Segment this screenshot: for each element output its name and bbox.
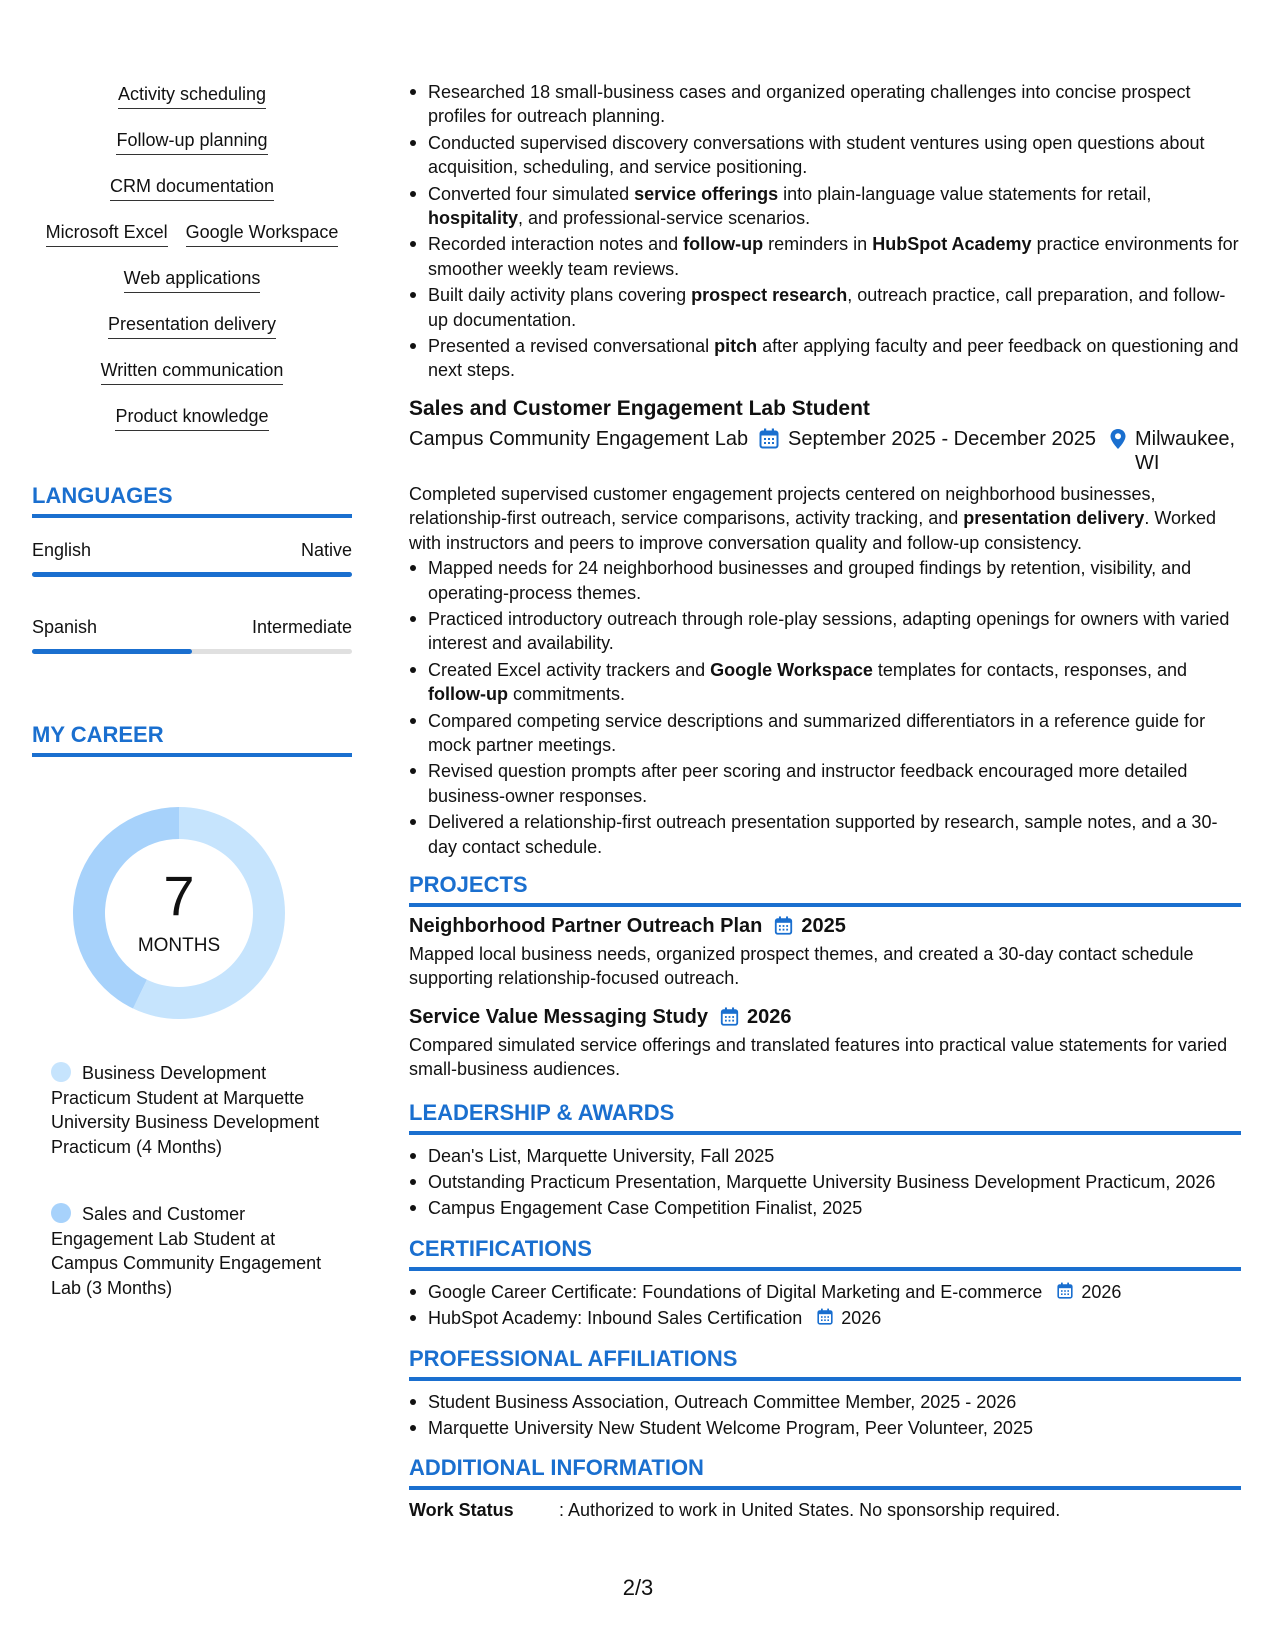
job-summary: Completed supervised customer engagement projects centered on neighborhood businesses, relationship-first outreach, service comparisons, activity tracking, and presentation delivery. Worked with instructors and peers to improve conversation quality and follow-up consistency.	[409, 483, 1217, 553]
certification-name: HubSpot Academy: Inbound Sales Certification	[428, 1308, 803, 1329]
skill-tag: Microsoft Excel	[46, 220, 168, 247]
work-status-row	[409, 1498, 1241, 1522]
legend-label: Business Development Practicum Student at Marquette University Business Development Practicum (4 Months)	[51, 1063, 320, 1157]
bullet-item: Conducted supervised discovery conversations with student ventures using open questions about acquisition, scheduling, and service positioning.	[409, 131, 1241, 180]
language-level: Intermediate	[251, 617, 352, 637]
certification-year: 2026	[841, 1308, 882, 1329]
career-total-months: 7	[163, 864, 195, 927]
bullet-item: Compared competing service descriptions and summarized differentiators in a reference guide for mock partner meetings.	[409, 709, 1241, 758]
project-description: Compared simulated service offerings and translated features into practical value statements for varied small-business audiences.	[409, 1034, 1228, 1080]
bullet-item: Converted four simulated service offerings into plain-language value statements for retail, hospitality, and professional-service scenarios.	[409, 182, 1241, 231]
language-item	[32, 615, 352, 654]
skills-list	[32, 82, 352, 450]
project-year: 2026	[747, 1005, 792, 1028]
certification-item	[409, 1280, 1241, 1304]
previous-job-bullets	[409, 80, 1241, 383]
job-location	[1109, 427, 1241, 475]
calendar-icon	[1057, 1282, 1073, 1300]
work-status-label: Work Status	[409, 1500, 514, 1521]
project-title: Neighborhood Partner Outreach Plan	[409, 914, 763, 937]
career-donut-chart	[66, 800, 292, 1026]
skill-tag: Activity scheduling	[118, 82, 266, 109]
additional-section	[409, 1454, 1241, 1522]
calendar-icon	[817, 1308, 833, 1326]
job-entry	[409, 395, 1241, 859]
language-level: Native	[300, 540, 352, 560]
languages-heading: LANGUAGES	[32, 482, 352, 518]
affiliations-list	[409, 1390, 1241, 1441]
skill-tag: Presentation delivery	[108, 312, 276, 339]
bullet-item: Researched 18 small-business cases and organized operating challenges into concise prospect profiles for outreach planning.	[409, 80, 1241, 129]
skill-tag: Product knowledge	[115, 404, 268, 431]
leadership-heading: LEADERSHIP & AWARDS	[409, 1099, 1241, 1135]
legend-dot	[51, 1203, 71, 1223]
main-column	[409, 80, 1241, 1522]
bullet-item: Created Excel activity trackers and Google Workspace templates for contacts, responses, and follow-up commitments.	[409, 658, 1241, 707]
language-bar-fill	[32, 649, 192, 654]
award-item: Outstanding Practicum Presentation, Marquette University Business Development Practicum, 2026	[409, 1170, 1241, 1194]
skill-tag: Follow-up planning	[116, 128, 267, 155]
certification-year: 2026	[1081, 1281, 1122, 1302]
award-item: Dean's List, Marquette University, Fall 2025	[409, 1144, 1241, 1168]
language-name: English	[32, 540, 92, 560]
project-description: Mapped local business needs, organized prospect themes, and created a 30-day contact schedule supporting relationship-focused outreach.	[409, 943, 1194, 989]
job-title: Sales and Customer Engagement Lab Student	[409, 396, 870, 420]
job-date-range: September 2025 - December 2025	[788, 427, 1096, 450]
skill-tag: Google Workspace	[186, 220, 339, 247]
skill-tag: Written communication	[101, 358, 284, 385]
page-number: 2/3	[622, 1575, 654, 1600]
bullet-item: Recorded interaction notes and follow-up reminders in HubSpot Academy practice environments for smoother weekly team reviews.	[409, 232, 1241, 281]
legend-dot	[51, 1062, 71, 1082]
job-location-text: Milwaukee, WI	[1135, 427, 1236, 474]
career-section	[32, 721, 352, 757]
calendar-icon	[720, 1007, 739, 1027]
project-year: 2025	[801, 914, 846, 937]
career-legend-item	[51, 1061, 331, 1159]
language-item	[32, 538, 352, 577]
language-bar	[32, 572, 352, 577]
bullet-item: Revised question prompts after peer scoring and instructor feedback encouraged more detailed business-owner responses.	[409, 759, 1241, 808]
languages-section	[32, 482, 352, 654]
skill-tag: CRM documentation	[110, 174, 274, 201]
affiliations-heading: PROFESSIONAL AFFILIATIONS	[409, 1345, 1241, 1381]
job-dates	[759, 427, 1109, 475]
project-item	[409, 913, 1241, 991]
job-meta	[409, 427, 1241, 475]
bullet-item: Mapped needs for 24 neighborhood businesses and grouped findings by retention, visibility, and operating-process themes.	[409, 556, 1241, 605]
projects-section	[409, 871, 1241, 1082]
affiliations-section	[409, 1345, 1241, 1441]
work-status-value: : Authorized to work in United States. No sponsorship required.	[559, 1500, 1061, 1521]
bullet-item: Practiced introductory outreach through role-play sessions, adapting openings for owners with varied interest and availability.	[409, 607, 1241, 656]
bullet-item: Delivered a relationship-first outreach presentation supported by research, sample notes, and a 30-day contact schedule.	[409, 810, 1241, 859]
calendar-icon	[774, 916, 793, 936]
job-organization: Campus Community Engagement Lab	[409, 427, 749, 450]
legend-label: Sales and Customer Engagement Lab Student at Campus Community Engagement Lab (3 Months)	[51, 1204, 322, 1298]
certifications-list	[409, 1280, 1241, 1331]
bullet-item: Built daily activity plans covering prospect research, outreach practice, call preparation, and follow-up documentation.	[409, 283, 1241, 332]
language-bar	[32, 649, 352, 654]
project-item	[409, 1004, 1241, 1082]
career-unit-label: MONTHS	[137, 935, 221, 956]
certifications-section	[409, 1235, 1241, 1331]
map-pin-icon	[1109, 428, 1127, 450]
leadership-list	[409, 1144, 1241, 1221]
additional-heading: ADDITIONAL INFORMATION	[409, 1454, 1241, 1490]
certification-item	[409, 1306, 1241, 1330]
calendar-icon	[759, 428, 779, 450]
language-name: Spanish	[32, 617, 98, 637]
projects-heading: PROJECTS	[409, 871, 1241, 907]
language-bar-fill	[32, 572, 352, 577]
skill-tag: Web applications	[124, 266, 261, 293]
job-bullets	[409, 556, 1241, 859]
bullet-item: Presented a revised conversational pitch after applying faculty and peer feedback on questioning and next steps.	[409, 334, 1241, 383]
affiliation-item: Marquette University New Student Welcome Program, Peer Volunteer, 2025	[409, 1416, 1241, 1440]
certification-name: Google Career Certificate: Foundations of Digital Marketing and E-commerce	[428, 1281, 1043, 1302]
career-heading: MY CAREER	[32, 721, 352, 757]
certifications-heading: CERTIFICATIONS	[409, 1235, 1241, 1271]
leadership-section	[409, 1099, 1241, 1221]
affiliation-item: Student Business Association, Outreach Committee Member, 2025 - 2026	[409, 1390, 1241, 1414]
award-item: Campus Engagement Case Competition Finalist, 2025	[409, 1196, 1241, 1220]
project-title: Service Value Messaging Study	[409, 1005, 709, 1028]
career-legend-item	[51, 1202, 331, 1300]
